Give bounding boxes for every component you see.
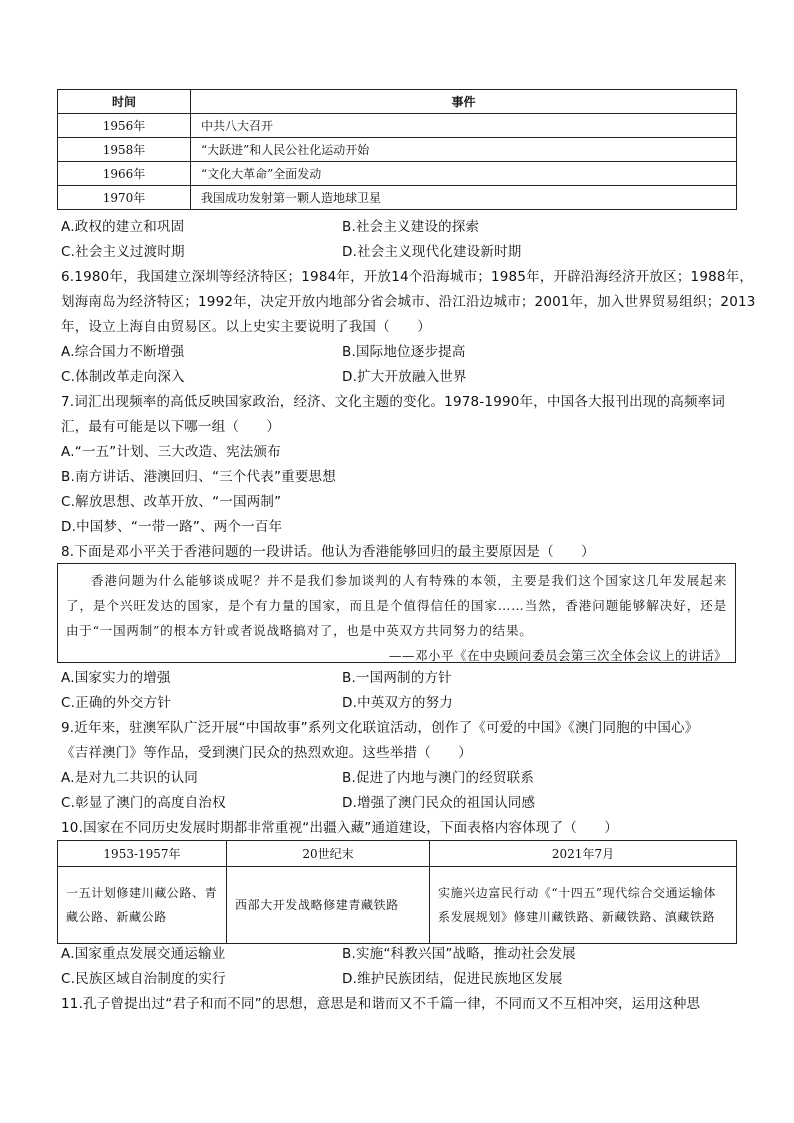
row-time: 1956年 [58,114,191,138]
header-period-2: 20世纪末 [227,841,430,867]
q6-option-d: D.扩大开放融入世界 [342,369,467,385]
q9-option-c: C.彰显了澳门的高度自治权 [61,795,226,811]
q7-stem-line2: 汇，最有可能是以下哪一组（ ） [61,419,281,435]
q6-stem-line2: 划海南岛为经济特区；1992年，决定开放内地部分省会城市、沿江沿边城市；2001年，加入世界贸易组织；2013 [61,294,756,310]
q5-option-a: A.政权的建立和巩固 [61,219,185,235]
q9-option-a: A.是对九二共识的认同 [61,770,198,786]
q5-option-c: C.社会主义过渡时期 [61,244,185,260]
header-time: 时间 [58,90,191,114]
row-event: 我国成功发射第一颗人造地球卫星 [191,186,737,210]
q9-stem-line1: 9.近年来，驻澳军队广泛开展“中国故事”系列文化联谊活动，创作了《可爱的中国》《澳门同胞的中国心》 [61,720,699,736]
q7-stem-line1: 7.词汇出现频率的高低反映国家政治，经济、文化主题的变化。1978-1990年，中国各大报刊出现的高频率词 [61,394,726,410]
q6-option-b: B.国际地位逐步提高 [342,344,466,360]
header-period-3: 2021年7月 [430,841,737,867]
q9-stem-line2: 《吉祥澳门》等作品，受到澳门民众的热烈欢迎。这些举措（ ） [61,745,472,761]
table-header-row [58,90,737,114]
q8-option-b: B.一国两制的方针 [342,670,452,686]
cell-period-1: 一五计划修建川藏公路、青藏公路、新藏公路 [58,867,227,944]
q7-option-c: C.解放思想、改革开放、“一国两制” [61,494,282,510]
q10-option-d: D.维护民族团结，促进民族地区发展 [342,971,563,987]
q8-option-c: C.正确的外交方针 [61,695,172,711]
q9-option-d: D.增强了澳门民众的祖国认同感 [342,795,536,811]
row-time: 1966年 [58,162,191,186]
q6-option-a: A.综合国力不断增强 [61,344,185,360]
row-event: “文化大革命”全面发动 [191,162,737,186]
q10-option-a: A.国家重点发展交通运输业 [61,946,226,962]
q8-stem: 8.下面是邓小平关于香港问题的一段讲话。他认为香港能够回归的最主要原因是（ ） [61,544,595,560]
q8-option-a: A.国家实力的增强 [61,670,171,686]
q8-quote-box [57,563,736,663]
row-event: “大跃进”和人民公社化运动开始 [191,138,737,162]
table-row [58,138,737,162]
q11-stem-line1: 11.孔子曾提出过“君子和而不同”的思想，意思是和谐而又不千篇一律，不同而又不互相冲突，运用这种思 [61,996,701,1012]
table-row [58,867,737,944]
table-header-row [58,841,737,867]
cell-period-2: 西部大开发战略修建青藏铁路 [227,867,430,944]
q6-option-c: C.体制改革走向深入 [61,369,185,385]
table-row [58,114,737,138]
q7-option-a: A.“一五”计划、三大改造、宪法颁布 [61,444,281,460]
q6-stem-line1: 6.1980年，我国建立深圳等经济特区；1984年，开放14个沿海城市；1985年，开辟沿海经济开放区；1988年， [61,269,754,285]
q8-option-d: D.中英双方的努力 [342,695,453,711]
transport-table [57,840,737,944]
header-period-1: 1953-1957年 [58,841,227,867]
cell-period-3: 实施兴边富民行动《“十四五”现代综合交通运输体系发展规划》修建川藏铁路、新藏铁路、滇藏铁路 [430,867,737,944]
q7-option-d: D.中国梦、“一带一路”、两个一百年 [61,519,283,535]
q10-option-c: C.民族区域自治制度的实行 [61,971,226,987]
table-row [58,186,737,210]
q9-option-b: B.促进了内地与澳门的经贸联系 [342,770,535,786]
q5-option-b: B.社会主义建设的探索 [342,219,480,235]
q8-quote-text: 香港问题为什么能够谈成呢？并不是我们参加谈判的人有特殊的本领，主要是我们这个国家这几年发展起来了，是个兴旺发达的国家，是个有力量的国家，而且是个值得信任的国家……当然，香港问题能够解决好，还是由于“一国两制”的根本方针或者说战略搞对了，也是中英双方共同努力的结果。 [66,573,727,638]
row-time: 1970年 [58,186,191,210]
q10-stem: 10.国家在不同历史发展时期都非常重视“出疆入藏”通道建设，下面表格内容体现了（ ） [61,820,619,836]
table-row [58,162,737,186]
q6-stem-line3: 年，设立上海自由贸易区。以上史实主要说明了我国（ ） [61,319,431,335]
q8-quote-source: ——邓小平《在中央顾问委员会第三次全体会议上的讲话》 [388,648,727,663]
header-event: 事件 [191,90,737,114]
q5-option-d: D.社会主义现代化建设新时期 [342,244,522,260]
q10-option-b: B.实施“科教兴国”战略，推动社会发展 [342,946,576,962]
row-event: 中共八大召开 [191,114,737,138]
events-table [57,89,737,210]
q7-option-b: B.南方讲话、港澳回归、“三个代表”重要思想 [61,469,336,485]
row-time: 1958年 [58,138,191,162]
